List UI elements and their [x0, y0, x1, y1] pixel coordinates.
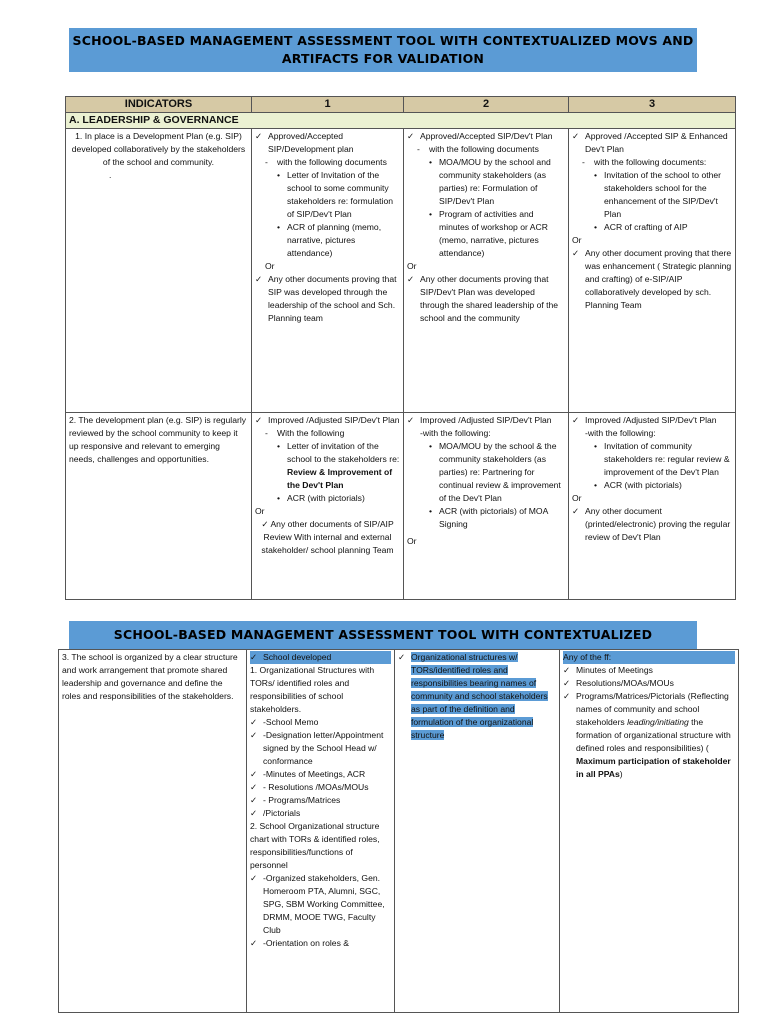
list-item: • MOA/MOU by the school and community stakeholders (as parties) re: Formulation of SIP/Dev't Plan [429, 157, 551, 206]
header-level-2: 2 [404, 97, 569, 113]
list-item: ✓ Programs/Matrices/Pictorials (Reflecting names of community and school stakeholders leading/initiating the formation of organizational structure with defined roles and responsibilities) ( Maximum participation of stakeholder in all PPAs) [563, 691, 731, 779]
level-3-cell [569, 413, 736, 600]
indicator-text: 1. In place is a Development Plan (e.g. SIP) developed collaboratively by the stakeholders of the school and community. [71, 131, 246, 167]
bullet-icon: • [277, 441, 281, 451]
list-item: ✓ -Orientation on roles & [250, 938, 349, 948]
bullet-icon: • [429, 441, 433, 451]
list-item: ✓ Minutes of Meetings [563, 665, 653, 675]
list-item: ✓ - Programs/Matrices [250, 795, 341, 805]
list-item: • ACR of planning (memo, narrative, pictures attendance) [277, 222, 382, 258]
page-title-banner-2: SCHOOL-BASED MANAGEMENT ASSESSMENT TOOL WITH CONTEXTUALIZED [69, 621, 697, 649]
list-item: ✓ Improved /Adjusted SIP/Dev't Plan [572, 415, 717, 425]
list-item: ✓ - Resolutions /MOAs/MOUs [250, 782, 369, 792]
level-2-cell [395, 650, 560, 1013]
indicator-cell: 2. The development plan (e.g. SIP) is regularly reviewed by the school community to keep it up responsive and relevant to emerging needs, challenges and opportunities. [66, 413, 252, 600]
or-label: Or [572, 235, 582, 245]
check-icon: ✓ [255, 274, 263, 284]
cell-heading: Any of the ff: [563, 651, 735, 664]
list-item: ✓ Any other document (printed/electronic) proving the regular review of Dev't Plan [572, 506, 731, 542]
list-item: • ACR (with pictorials) of MOA Signing [429, 506, 548, 529]
list-item: - with the following documents: [582, 157, 707, 167]
list-item: • ACR (with pictorials) [277, 493, 365, 503]
page-title-banner: SCHOOL-BASED MANAGEMENT ASSESSMENT TOOL WITH CONTEXTUALIZED MOVS AND ARTIFACTS FOR VALIDATION [69, 28, 697, 72]
paragraph: 2. School Organizational structure chart with TORs & identified roles, responsibilities/functions of personnel [250, 821, 380, 870]
list-item: ✓ /Pictorials [250, 808, 301, 818]
check-icon: ✓ [250, 938, 258, 948]
or-label: Or [407, 536, 417, 546]
level-3-cell [569, 129, 736, 413]
bullet-icon: • [429, 209, 433, 219]
level-1-cell [252, 129, 404, 413]
list-item: ✓ Any other document proving that there was enhancement ( Strategic planning and crafting) of e-SIP/AIP collaboratively developed by sch. Planning Team [572, 248, 732, 310]
check-icon: ✓ [250, 795, 258, 805]
list-item: ✓ School developed [250, 651, 391, 664]
list-item: ✓ -Designation letter/Appointment signed by the School Head w/ conformance [250, 730, 384, 766]
list-item: - with the following documents [417, 144, 539, 154]
level-3-cell [560, 650, 739, 1013]
bullet-icon: • [277, 222, 281, 232]
list-item: • Program of activities and minutes of workshop or ACR (memo, narrative, pictures attendance) [429, 209, 548, 258]
check-icon: ✓ [250, 782, 258, 792]
header-level-3: 3 [569, 97, 736, 113]
table-header-row [66, 97, 736, 113]
list-item: ✓ Resolutions/MOAs/MOUs [563, 678, 674, 688]
or-label: Or [572, 493, 582, 503]
check-icon: ✓ [563, 665, 571, 675]
list-item: ✓ Any other documents proving that SIP was developed through the leadership of the school and Sch. Planning team [255, 274, 397, 323]
paragraph: 1. Organizational Structures with TORs/ identified roles and responsibilities of school stakeholders. [250, 665, 375, 714]
check-icon: ✓ [255, 415, 263, 425]
list-item: • ACR of crafting of AIP [594, 222, 688, 232]
section-title: A. LEADERSHIP & GOVERNANCE [66, 113, 736, 129]
list-item: -with the following: [420, 428, 491, 438]
bullet-icon: • [277, 493, 281, 503]
indicator-cell [66, 129, 252, 413]
dash-icon: - [265, 428, 268, 438]
bullet-icon: • [594, 441, 598, 451]
list-item: • MOA/MOU by the school & the community stakeholders (as parties) re: Partnering for continual review & improvement of the Dev't Plan [429, 441, 561, 503]
check-icon: ✓ [398, 652, 406, 662]
check-icon: ✓ [255, 131, 263, 141]
assessment-table-1 [65, 96, 736, 600]
or-label: Or [407, 261, 417, 271]
level-2-cell [404, 129, 569, 413]
bullet-icon: • [429, 506, 433, 516]
list-item: • Invitation of the school to other stakeholders school for the enhancement of the SIP/Dev't Plan [594, 170, 722, 219]
list-item: ✓ Improved /Adjusted SIP/Dev't Plan [407, 415, 552, 425]
check-icon: ✓ [250, 873, 258, 883]
bullet-icon: • [594, 480, 598, 490]
bullet-icon: • [429, 157, 433, 167]
level-2-cell [404, 413, 569, 600]
list-item: -with the following: [585, 428, 656, 438]
list-item: ✓ Any other documents of SIP/AIP Review With internal and external stakeholder/ school planning Team [261, 519, 394, 555]
check-icon: ✓ [250, 808, 258, 818]
list-item: ✓ -Organized stakeholders, Gen. Homeroom PTA, Alumni, SGC, SPG, SBM Working Committee, DRMM, MOOE TWG, Faculty Club [250, 873, 385, 935]
list-item: - With the following [265, 428, 345, 438]
header-indicators: INDICATORS [66, 97, 252, 113]
table-row [66, 129, 736, 413]
list-item: ✓ Improved /Adjusted SIP/Dev't Plan [255, 415, 400, 425]
list-item: • ACR (with pictorials) [594, 480, 682, 490]
indicator-cell: 3. The school is organized by a clear structure and work arrangement that promote shared leadership and governance and define the roles and responsibilities of the stakeholders. [59, 650, 247, 1013]
check-icon: ✓ [572, 131, 580, 141]
table-row [59, 650, 739, 1013]
check-icon: ✓ [572, 506, 580, 516]
check-icon: ✓ [250, 769, 258, 779]
assessment-table-2 [58, 649, 739, 1013]
list-item: ✓ -Minutes of Meetings, ACR [250, 769, 366, 779]
list-item: ✓ -School Memo [250, 717, 319, 727]
dash-icon: - [582, 157, 585, 167]
or-label: Or [265, 261, 275, 271]
section-row [66, 113, 736, 129]
check-icon: ✓ [261, 519, 269, 529]
check-icon: ✓ [407, 131, 415, 141]
check-icon: ✓ [572, 415, 580, 425]
bullet-icon: • [594, 170, 598, 180]
check-icon: ✓ [572, 248, 580, 258]
or-label: Or [255, 506, 265, 516]
level-1-cell [247, 650, 395, 1013]
indicator-dot: . [109, 170, 112, 180]
dash-icon: - [265, 157, 268, 167]
header-level-1: 1 [252, 97, 404, 113]
check-icon: ✓ [250, 717, 258, 727]
check-icon: ✓ [563, 691, 571, 701]
check-icon: ✓ [250, 652, 258, 662]
list-item: ✓ Approved/Accepted SIP/Development plan [255, 131, 354, 154]
list-item: • Letter of invitation of the school to the stakeholders re: Review & Improvement of the Dev't Plan [277, 441, 400, 490]
bullet-icon: • [277, 170, 281, 180]
bullet-icon: • [594, 222, 598, 232]
check-icon: ✓ [563, 678, 571, 688]
level-1-cell [252, 413, 404, 600]
list-item: ✓ Organizational structures w/ TORs/identified roles and responsibilities bearing names of community and school stakeholders as part of the definition and formulation of the organizational structure [398, 652, 548, 740]
check-icon: ✓ [250, 730, 258, 740]
dash-icon: - [417, 144, 420, 154]
list-item: ✓ Any other documents proving that SIP/Dev't Plan was developed through the shared leadership of the school and the community [407, 274, 559, 323]
table-row [66, 413, 736, 600]
list-item: ✓ Approved /Accepted SIP & Enhanced Dev't Plan [572, 131, 728, 154]
list-item: ✓ Approved/Accepted SIP/Dev't Plan [407, 131, 553, 141]
check-icon: ✓ [407, 415, 415, 425]
check-icon: ✓ [407, 274, 415, 284]
list-item: - with the following documents [265, 157, 387, 167]
list-item: • Letter of Invitation of the school to some community stakeholders re: formulation of SIP/Dev't Plan [277, 170, 394, 219]
list-item: • Invitation of community stakeholders re: regular review & improvement of the Dev't Plan [594, 441, 730, 477]
